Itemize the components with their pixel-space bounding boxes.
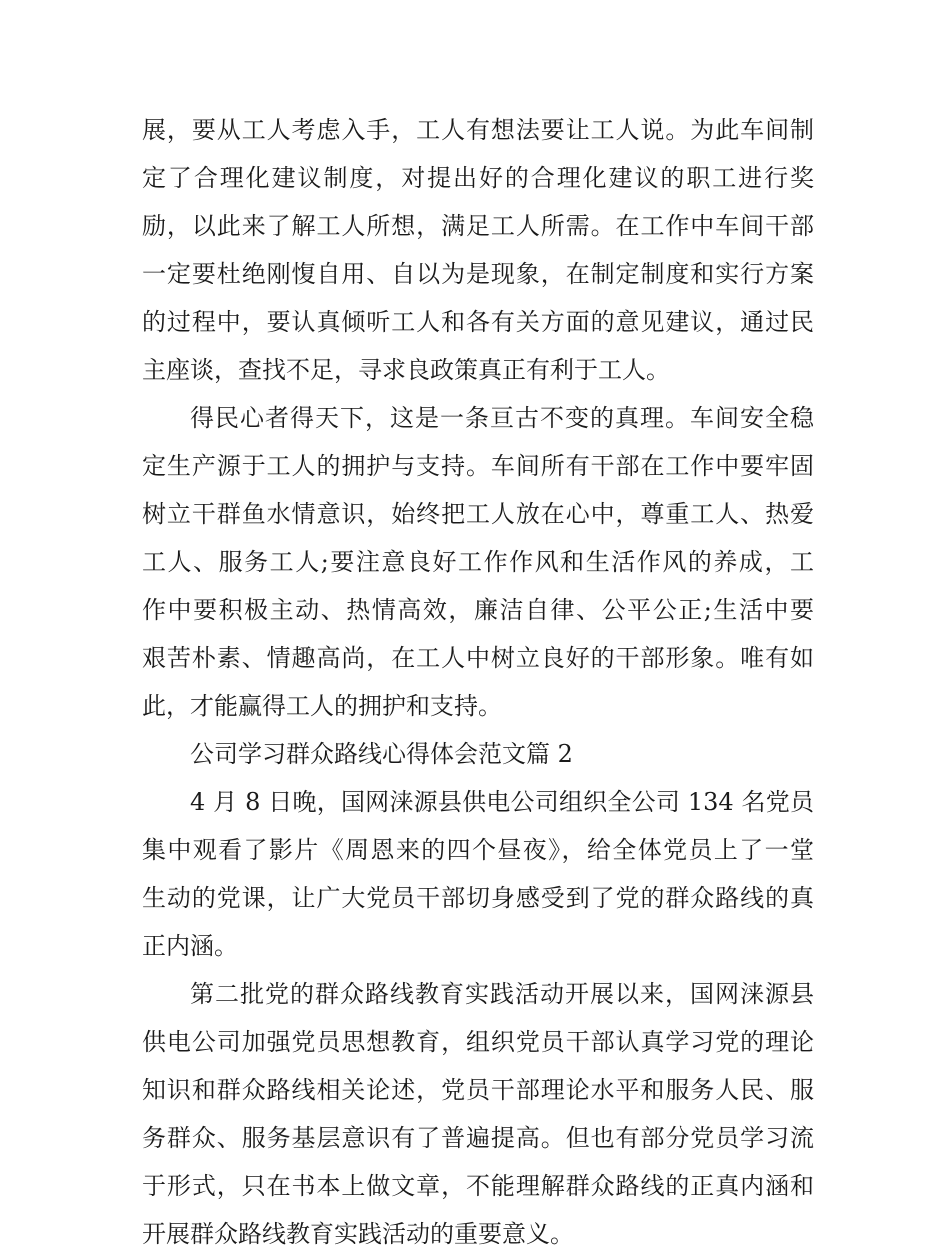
text-line: 作中要积极主动、热情高效，廉洁自律、公平公正;生活中要 — [142, 596, 814, 624]
text-line: 定了合理化建议制度，对提出好的合理化建议的职工进行奖 — [142, 164, 814, 192]
text-line: 一定要杜绝刚愎自用、自以为是现象，在制定制度和实行方案 — [142, 260, 814, 288]
text-line: 务群众、服务基层意识有了普遍提高。但也有部分党员学习流 — [142, 1124, 814, 1152]
paragraph-first-line: 第二批党的群众路线教育实践活动开展以来，国网涞源县 — [190, 980, 814, 1008]
paragraph-first-line: 得民心者得天下，这是一条亘古不变的真理。车间安全稳 — [190, 404, 814, 432]
text-line: 集中观看了影片《周恩来的四个昼夜》，给全体党员上了一堂 — [142, 836, 814, 864]
text-line: 定生产源于工人的拥护与支持。车间所有干部在工作中要牢固 — [142, 452, 814, 480]
paragraph-first-line: 4 月 8 日晚，国网涞源县供电公司组织全公司 134 名党员 — [190, 788, 814, 816]
text-line: 工人、服务工人;要注意良好工作作风和生活作风的养成，工 — [142, 548, 814, 576]
text-line: 展，要从工人考虑入手，工人有想法要让工人说。为此车间制 — [142, 116, 814, 144]
text-line: 知识和群众路线相关论述，党员干部理论水平和服务人民、服 — [142, 1076, 814, 1104]
text-line: 生动的党课，让广大党员干部切身感受到了党的群众路线的真 — [142, 884, 814, 912]
document-body — [142, 106, 814, 1258]
text-line: 励，以此来了解工人所想，满足工人所需。在工作中车间干部 — [142, 212, 814, 240]
text-line: 的过程中，要认真倾听工人和各有关方面的意见建议，通过民 — [142, 308, 814, 336]
text-line: 艰苦朴素、情趣高尚，在工人中树立良好的干部形象。唯有如 — [142, 644, 814, 672]
text-line: 开展群众路线教育实践活动的重要意义。 — [142, 1220, 574, 1248]
text-line: 正内涵。 — [142, 932, 238, 960]
text-line: 树立干群鱼水情意识，始终把工人放在心中，尊重工人、热爱 — [142, 500, 814, 528]
text-line: 供电公司加强党员思想教育，组织党员干部认真学习党的理论 — [142, 1028, 814, 1056]
text-line: 此，才能赢得工人的拥护和支持。 — [142, 692, 502, 720]
text-line: 主座谈，查找不足，寻求良政策真正有利于工人。 — [142, 356, 670, 384]
section-heading: 公司学习群众路线心得体会范文篇 2 — [190, 740, 573, 768]
text-line: 于形式，只在书本上做文章，不能理解群众路线的正真内涵和 — [142, 1172, 814, 1200]
